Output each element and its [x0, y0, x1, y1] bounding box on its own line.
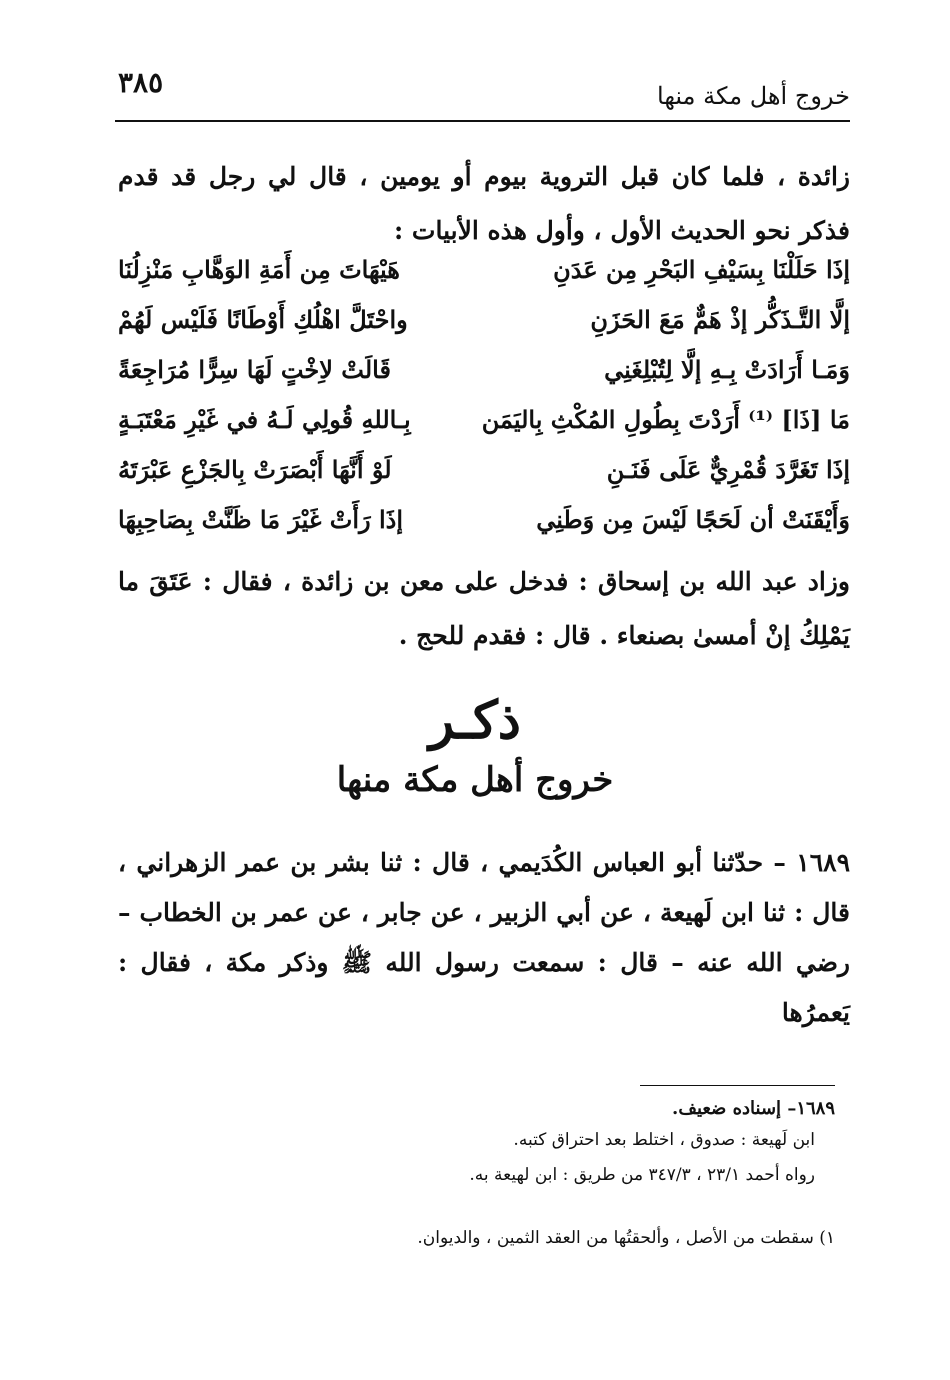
poem-verse — [118, 305, 850, 355]
section-heading-word: ذكـر — [429, 690, 521, 751]
verse-second-hemistich: لَوْ أَنَّهَا أَبْصَرَتْ بِالجَزْعِ عَبْرَتَهُ — [118, 455, 392, 484]
verse-first-hemistich: إذَا حَلَلْنَا بِسَيْفِ البَحْرِ مِن عَدَنِ — [553, 255, 850, 284]
verse-first-hemistich: إلَّا التَّـذَكُّر إذْ هَمٌّ مَعَ الحَزَنِ — [590, 305, 850, 334]
verse-second-hemistich: بِـاللهِ قُولِي لَـهُ في غَيْرِ مَعْتَبَـةٍ — [118, 405, 411, 434]
footnote-1689: ١٦٨٩– إسناده ضعيف. — [672, 1098, 835, 1119]
verse-first-hemistich: مَا [ذَا] ⁽¹⁾ أَرَدْتَ بِطُولِ المُكْثِ بِاليَمَن — [481, 405, 850, 434]
running-title: خروج أهل مكة منها — [657, 82, 850, 110]
header-rule — [115, 120, 850, 122]
verse-first-hemistich: وَمَـا أَرَادَتْ بِـهِ إلَّا لِتُبْلِغَنِي — [604, 355, 850, 384]
poem-verse — [118, 355, 850, 405]
verse-second-hemistich: هَيْهَاتَ مِن أَمَةِ الوَهَّابِ مَنْزِلُنَا — [118, 255, 400, 284]
footnote-1: ١) سقطت من الأصل ، وألحقتُها من العقد الثمين ، والديوان. — [417, 1228, 835, 1248]
section-title: خروج أهل مكة منها — [336, 760, 614, 800]
poem-verse — [118, 405, 850, 455]
verse-first-hemistich: إذَا تَغَرَّدَ قُمْرِيٌّ عَلَى فَنَـنِ — [606, 455, 850, 484]
footnote-line: رواه أحمد ٢٣/١ ، ٣٤٧/٣ من طريق : ابن لهيعة به. — [469, 1165, 815, 1185]
hadith-paragraph: ١٦٨٩ – حدّثنا أبو العباس الكُدَيمي ، قال : ثنا بشر بن عمر الزهراني ، قال : ثنا ابن لَهيعة ، عن أبي الزبير ، عن جابر ، عن عمر بن الخطاب – رضي الله عنه – قال : سمعت رسول الله ﷺ وذكر مكة ، فقال : يَعمرُها — [118, 848, 850, 1027]
verse-first-hemistich: وَأَيْقَنَتْ أن لَحَجًا لَيْسَ مِن وَطَنِي — [536, 505, 850, 534]
intro-paragraph: زائدة ، فلما كان قبل التروية بيوم أو يومين ، قال لي رجل قد قدم فذكر نحو الحديث الأول ، وأول هذه الأبيات : — [118, 162, 850, 245]
poem-verse — [118, 255, 850, 305]
verse-second-hemistich: واحْتَلَّ اهْلُكِ أَوْطَانًا فَلَيْس لَهُمْ — [118, 305, 408, 334]
page-number: ٣٨٥ — [118, 66, 164, 99]
poem-verse — [118, 455, 850, 505]
after-poem-paragraph: وزاد عبد الله بن إسحاق : فدخل على معن بن زائدة ، فقال : عَتَقَ ما يَمْلِكُ إنْ أمسىٰ بصنعاء . قال : فقدم للحج . — [118, 567, 850, 650]
verse-second-hemistich: قَالَتْ لاِخْتٍ لَهَا سِرًّا مُرَاجِعَةً — [118, 355, 391, 384]
verse-second-hemistich: إذَا رَأَتْ غَيْرَ مَا ظَنَّتْ بِصَاحِبِهَا — [118, 505, 404, 534]
footnote-line: ابن لَهيعة : صدوق ، اختلط بعد احتراق كتبه. — [513, 1130, 815, 1150]
poem-verse — [118, 505, 850, 555]
footnote-rule — [640, 1085, 835, 1086]
poem — [118, 255, 850, 555]
